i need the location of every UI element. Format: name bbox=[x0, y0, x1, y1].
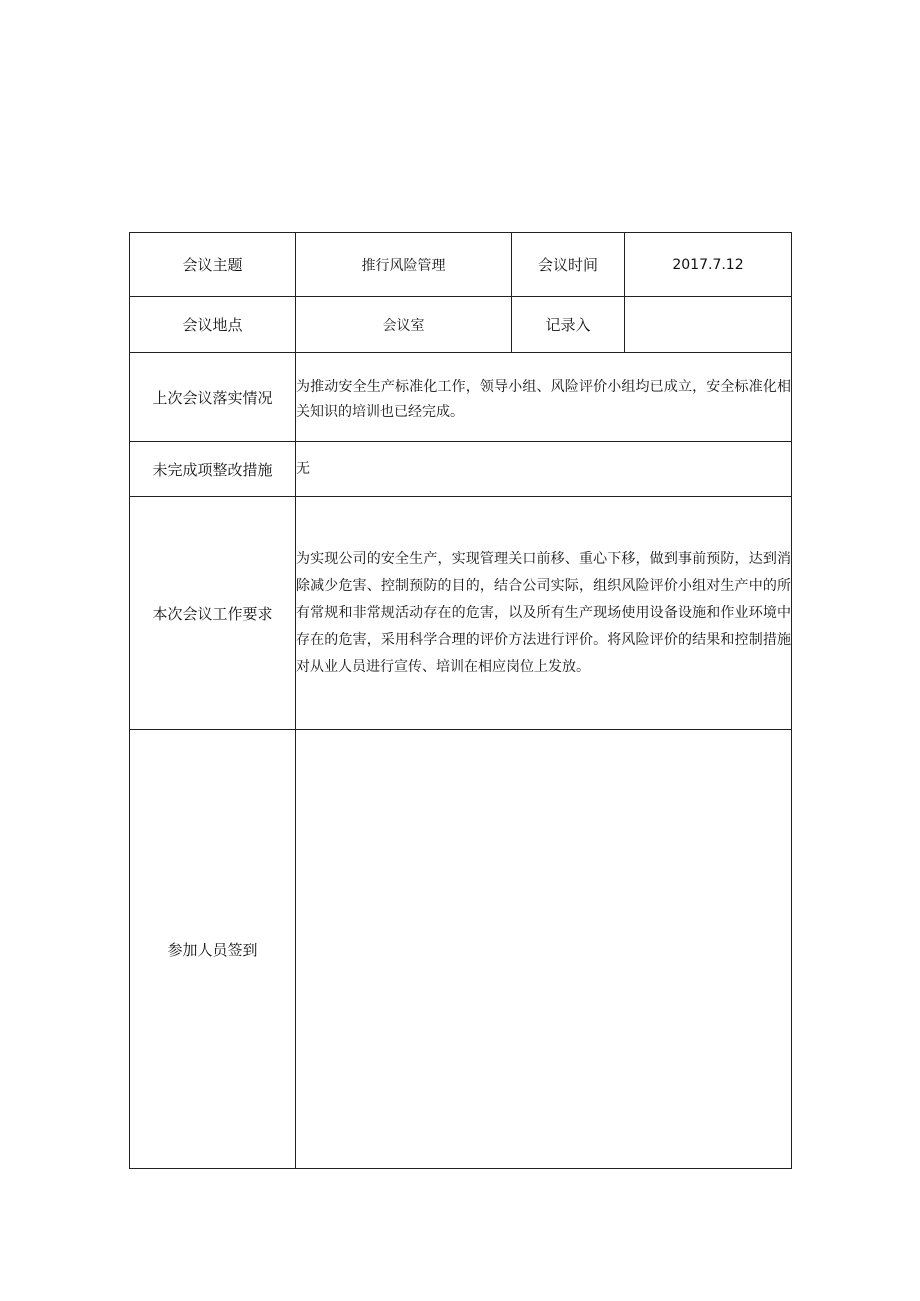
row-subject-time bbox=[130, 233, 792, 297]
attendees-label: 参加人员签到 bbox=[130, 730, 296, 1169]
requirements-text[interactable]: 为实现公司的安全生产，实现管理关口前移、重心下移，做到事前预防，达到消除减少危害、控制预防的目的，结合公司实际，组织风险评价小组对生产中的所有常规和非常规活动存在的危害，以及所有生产现场使用设备设施和作业环境中存在的危害，采用科学合理的评价方法进行评价。将风险评价的结果和控制措施对从业人员进行宣传、培训在相应岗位上发放。 bbox=[296, 497, 792, 730]
subject-value[interactable]: 推行风险管理 bbox=[296, 233, 512, 297]
row-unfinished bbox=[130, 442, 792, 497]
requirements-label: 本次会议工作要求 bbox=[130, 497, 296, 730]
meeting-record-table bbox=[129, 232, 792, 1169]
row-attendees bbox=[130, 730, 792, 1169]
last-meeting-text[interactable]: 为推动安全生产标准化工作，领导小组、风险评价小组均已成立，安全标准化相关知识的培训也已经完成。 bbox=[296, 353, 792, 442]
time-label: 会议时间 bbox=[512, 233, 625, 297]
row-requirements bbox=[130, 497, 792, 730]
subject-label: 会议主题 bbox=[130, 233, 296, 297]
row-location-recorder bbox=[130, 297, 792, 353]
unfinished-text[interactable]: 无 bbox=[296, 442, 792, 497]
location-label: 会议地点 bbox=[130, 297, 296, 353]
last-meeting-label: 上次会议落实情况 bbox=[130, 353, 296, 442]
recorder-value[interactable] bbox=[625, 297, 792, 353]
unfinished-label: 未完成项整改措施 bbox=[130, 442, 296, 497]
location-value[interactable]: 会议室 bbox=[296, 297, 512, 353]
time-value[interactable]: 2017.7.12 bbox=[625, 233, 792, 297]
meeting-record-form bbox=[129, 232, 791, 1168]
attendees-signature-area[interactable] bbox=[296, 730, 792, 1169]
recorder-label: 记录入 bbox=[512, 297, 625, 353]
row-last-meeting bbox=[130, 353, 792, 442]
